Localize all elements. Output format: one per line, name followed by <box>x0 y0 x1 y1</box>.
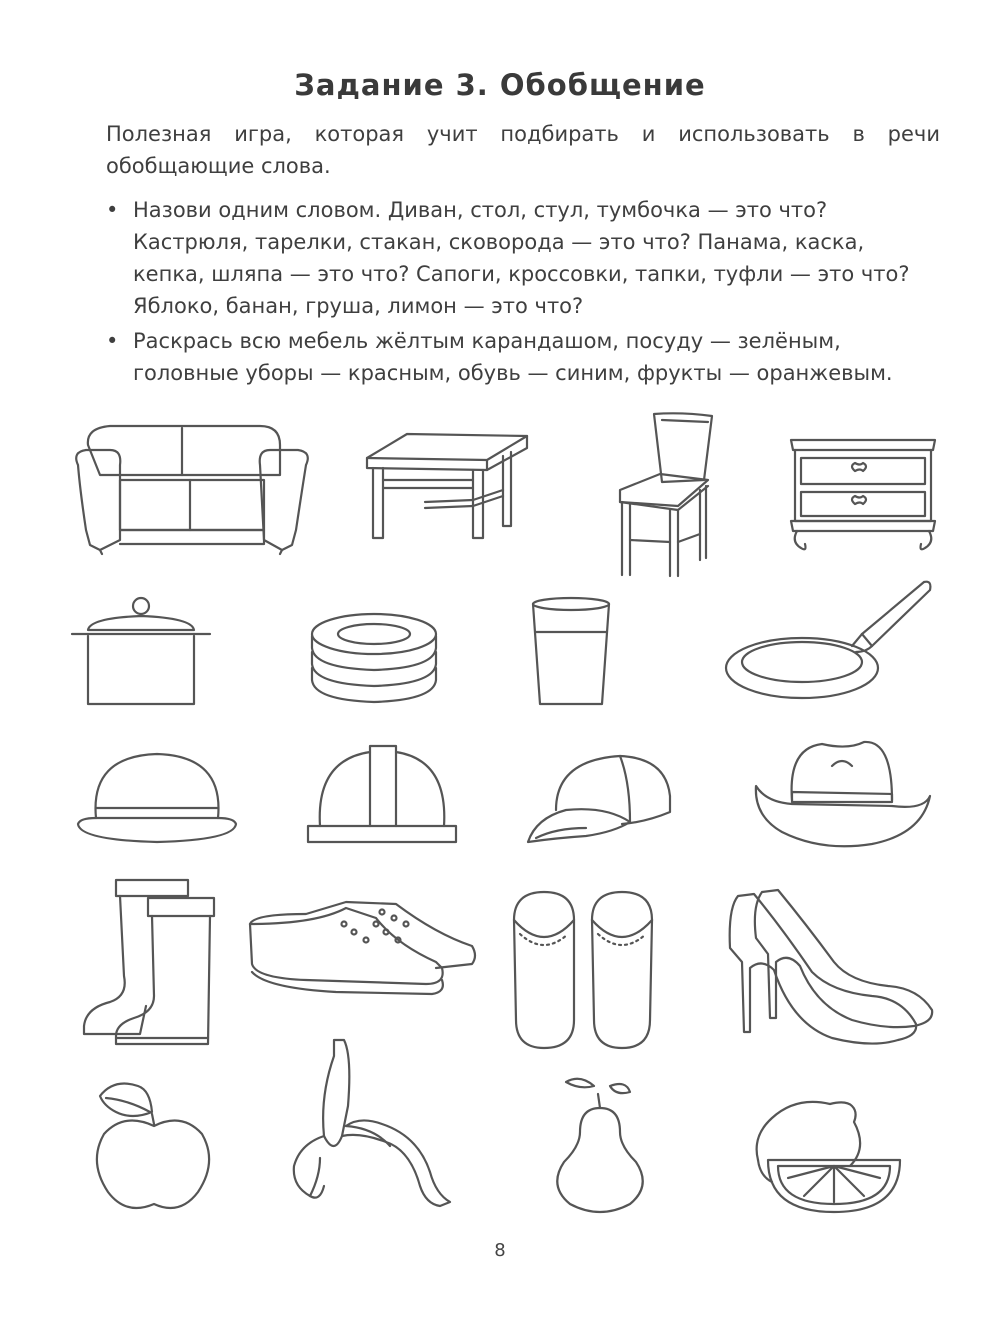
cap-icon <box>526 752 676 848</box>
plates-icon <box>308 612 440 704</box>
glass-icon <box>530 596 612 708</box>
page-title: Задание 3. Обобщение <box>294 68 706 102</box>
bullet-marker: • <box>106 329 119 353</box>
sneakers-icon <box>246 894 478 998</box>
intro-paragraph: Полезная игра, которая учит подбирать и использовать в речи обобщающие слова. <box>106 122 940 178</box>
pear-icon <box>550 1076 650 1214</box>
bullet-marker: • <box>106 198 119 222</box>
pot-icon <box>70 596 212 708</box>
nightstand-icon <box>787 436 939 556</box>
table-icon <box>365 430 530 542</box>
bowler-hat-icon <box>76 752 238 844</box>
boots-icon <box>80 876 220 1046</box>
banana-icon <box>290 1036 456 1212</box>
sofa-icon <box>70 420 315 555</box>
cowboy-hat-icon <box>752 736 934 854</box>
apple-icon <box>94 1078 212 1214</box>
lemon-icon <box>748 1096 904 1216</box>
high-heels-icon <box>722 888 936 1058</box>
page-number: 8 <box>494 1240 506 1261</box>
slippers-icon <box>508 890 658 1050</box>
bullet-text: Назови одним словом. Диван, стол, стул, тумбочка — это что? Кастрюля, тарелки, стакан, сковорода — это что? Панама, каска, кепка, шляпа — это что? Сапоги, кроссовки, тапки, туфли — это что? Яблоко, банан, груша, лимон — это что? <box>133 198 910 318</box>
frying-pan-icon <box>724 578 934 706</box>
hard-hat-icon <box>306 742 458 846</box>
bullet-text: Раскрась всю мебель жёлтым карандашом, посуду — зелёным, головные уборы — красным, обувь — синим, фрукты — оранжевым. <box>133 329 893 385</box>
chair-icon <box>612 410 717 578</box>
